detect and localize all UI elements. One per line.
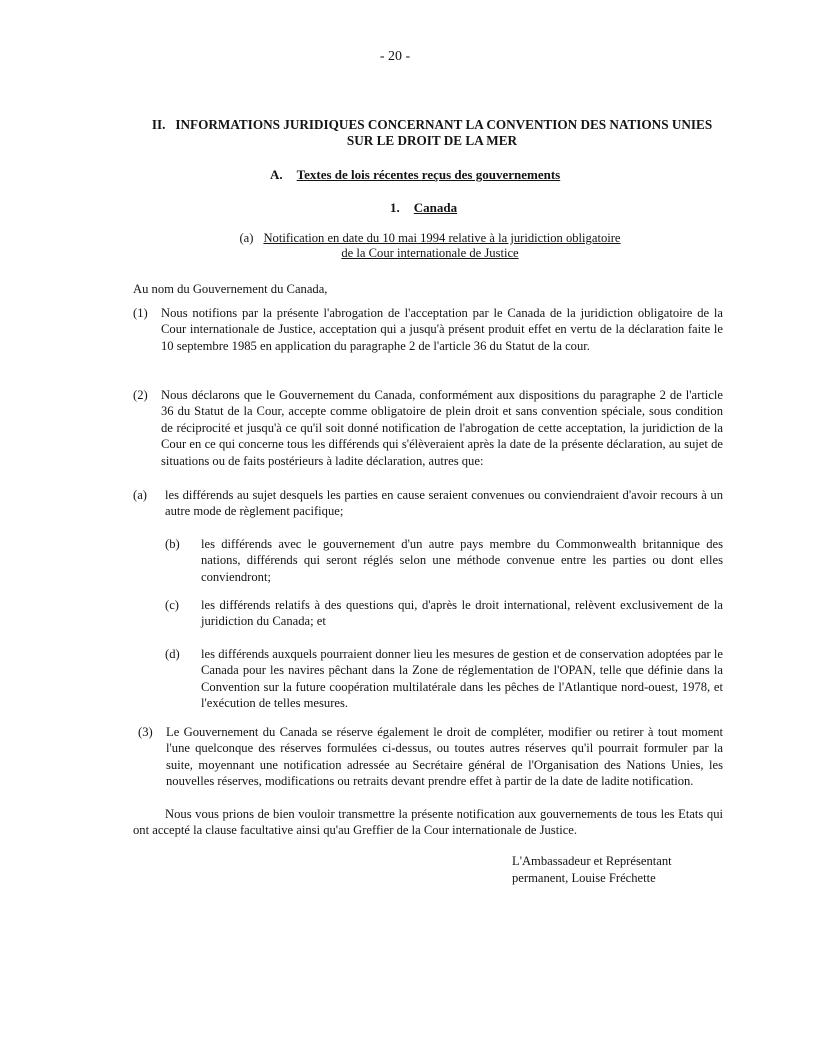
paragraph-label: (d): [165, 647, 180, 661]
notification-title-line2: de la Cour internationale de Justice: [341, 246, 519, 260]
subsection-label: A.: [270, 167, 283, 182]
paragraph-text: Le Gouvernement du Canada se réserve également le droit de compléter, modifier ou retirer à tout moment l'une quelconque des réserves formulées ci-dessus, ou toutes autres réserves qu'il pourrait formuler par la suite, moyennant une notification adressée au Secrétaire général de l'Organisation des Nations Unies, les nouvelles réserves, modifications ou retraits devant prendre effet à partir de la date de ladite notification.: [166, 725, 723, 789]
signature-block: [512, 853, 672, 887]
page-number: - 20 -: [379, 49, 411, 64]
paragraph-label: (b): [165, 537, 180, 551]
section-title-line1: INFORMATIONS JURIDIQUES CONCERNANT LA CONVENTION DES NATIONS UNIES: [175, 117, 713, 132]
paragraph-label: (c): [165, 598, 179, 612]
subsection-title: Textes de lois récentes reçus des gouvernements: [296, 167, 561, 182]
paragraph-label: (2): [133, 388, 148, 402]
paragraph-label: (3): [138, 725, 153, 739]
country-name: Canada: [413, 200, 458, 215]
notification-heading-line1: [200, 231, 660, 246]
paragraph-text: Nous notifions par la présente l'abrogation de l'acceptation par le Canada de la juridiction obligatoire de la Cour internationale de Justice, acceptation qui a jusqu'à présent produit effet en vertu de la déclaration faite le 10 septembre 1985 en application du paragraphe 2 de l'article 36 du Statut de la cour.: [161, 306, 723, 353]
salutation: Au nom du Gouvernement du Canada,: [133, 282, 328, 296]
country-heading: [390, 200, 457, 216]
signature-line-2: permanent, Louise Fréchette: [512, 871, 656, 885]
paragraph-text: les différends au sujet desquels les parties en cause seraient convenues ou conviendraient d'avoir recours à un autre mode de règlement pacifique;: [165, 488, 723, 519]
notification-label: (a): [239, 231, 254, 245]
section-heading: [132, 117, 732, 149]
subsection-heading: [270, 167, 560, 183]
paragraph-text: les différends avec le gouvernement d'un autre pays membre du Commonwealth britannique des nations, différends qui seront réglés selon une méthode convenue entre les parties ou dont elles conviendront;: [201, 537, 723, 584]
paragraph-text: les différends relatifs à des questions qui, d'après le droit international, relèvent exclusivement de la juridiction du Canada; et: [201, 598, 723, 629]
closing-paragraph: Nous vous prions de bien vouloir transmettre la présente notification aux gouvernements de tous les Etats qui ont accepté la clause facultative ainsi qu'au Greffier de la Cour internationale de Justice.: [133, 807, 723, 837]
paragraph-text: Nous déclarons que le Gouvernement du Canada, conformément aux dispositions du paragraphe 2 de l'article 36 du Statut de la Cour, accepte comme obligatoire de plein droit et sans convention spéciale, sous condition de réciprocité et jusqu'à ce qu'il soit donné notification de l'abrogation de cette acceptation, la juridiction de la Cour en ce qui concerne tous les différends qui s'élèveraient après la date de la présente déclaration, au sujet de situations ou de faits postérieurs à ladite déclaration, autres que:: [161, 388, 723, 468]
paragraph-text: les différends auxquels pourraient donner lieu les mesures de gestion et de conservation adoptées par le Canada pour les navires pêchant dans la Zone de réglementation de l'OPAN, telle que définie dans la Convention sur la future coopération multilatérale dans les pêches de l'Atlantique nord-ouest, 1978, et l'exécution de telles mesures.: [201, 647, 723, 711]
section-heading-line1: [132, 117, 732, 133]
paragraph-label: (a): [133, 488, 147, 502]
signature-line-1: L'Ambassadeur et Représentant: [512, 854, 672, 868]
notification-title-line1: Notification en date du 10 mai 1994 relative à la juridiction obligatoire: [263, 231, 621, 245]
section-title-line2: SUR LE DROIT DE LA MER: [346, 133, 518, 148]
notification-heading: [200, 231, 660, 261]
country-number: 1.: [390, 200, 400, 215]
paragraph-label: (1): [133, 306, 148, 320]
section-number: II.: [151, 117, 166, 132]
